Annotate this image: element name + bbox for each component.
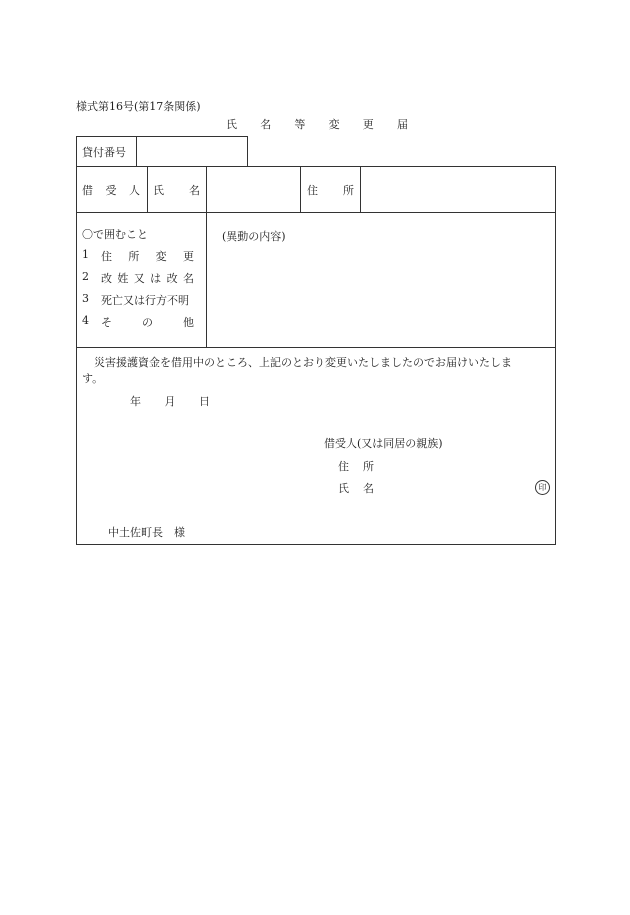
circle-instruction: 〇で囲むこと [82,228,148,241]
option-number: 2 [82,270,89,283]
divider [76,347,556,348]
option-char: そ [101,316,112,329]
title-char: 変 [328,118,340,131]
label-char: 人 [129,184,140,197]
option-char: 姓 [117,272,129,285]
label-char: 借 [82,184,93,197]
signer-address-label [338,458,374,474]
date-line [130,393,210,409]
change-details-field[interactable] [214,248,548,340]
option-other[interactable] [101,314,194,330]
form-number: 様式第16号(第17条関係) [76,100,201,113]
option-number: 3 [82,292,89,305]
declaration-text-cont: す。 [82,372,104,385]
change-details-label: (異動の内容) [222,230,286,243]
option-char: 更 [182,250,194,263]
address-field[interactable] [366,182,550,198]
date-char: 月 [164,395,176,408]
divider [300,167,301,212]
divider [360,167,361,212]
option-char: 改 [166,272,178,285]
label-char: 受 [105,184,117,197]
seal-mark: 印 [535,480,550,495]
label-char: 氏 [153,184,164,197]
option-char: 又 [133,272,145,285]
title-char: 届 [396,118,408,131]
divider [206,167,207,347]
label-char: 所 [343,184,354,197]
name-field[interactable] [212,182,294,198]
option-char: の [142,316,153,329]
option-char: 住 [101,250,112,263]
label-char: 所 [363,460,374,473]
option-address-change[interactable] [101,248,194,264]
divider [136,136,137,167]
option-char: は [150,272,162,285]
option-char: 他 [183,316,194,329]
label-char: 名 [363,482,374,495]
form-title [226,116,408,132]
option-number: 4 [82,314,89,327]
option-number: 1 [82,248,89,261]
title-char: 氏 [226,118,237,131]
label-char: 住 [338,460,349,473]
addressee: 中土佐町長 様 [108,526,185,539]
signer-name-label [338,480,374,496]
divider [147,167,148,212]
loan-number-label: 貸付番号 [82,146,126,159]
title-char: 名 [260,118,272,131]
name-label [153,182,200,198]
divider [76,212,556,213]
address-label [307,182,354,198]
label-char: 氏 [338,482,349,495]
option-char: 所 [128,250,140,263]
option-death-missing[interactable]: 死亡又は行方不明 [101,294,189,307]
title-char: 更 [362,118,374,131]
loan-number-field[interactable] [142,144,242,160]
label-char: 名 [189,184,200,197]
signer-label: 借受人(又は同居の親族) [324,437,443,450]
option-char: 変 [155,250,167,263]
borrower-label [82,182,140,198]
title-char: 等 [294,118,306,131]
option-char: 名 [182,272,194,285]
date-char: 日 [199,395,210,408]
option-char: 改 [101,272,112,285]
label-char: 住 [307,184,318,197]
option-name-change[interactable] [101,270,194,286]
declaration-text: 災害援護資金を借用中のところ、上記のとおり変更いたしましたのでお届けいたしま [94,356,512,369]
date-char: 年 [130,395,141,408]
